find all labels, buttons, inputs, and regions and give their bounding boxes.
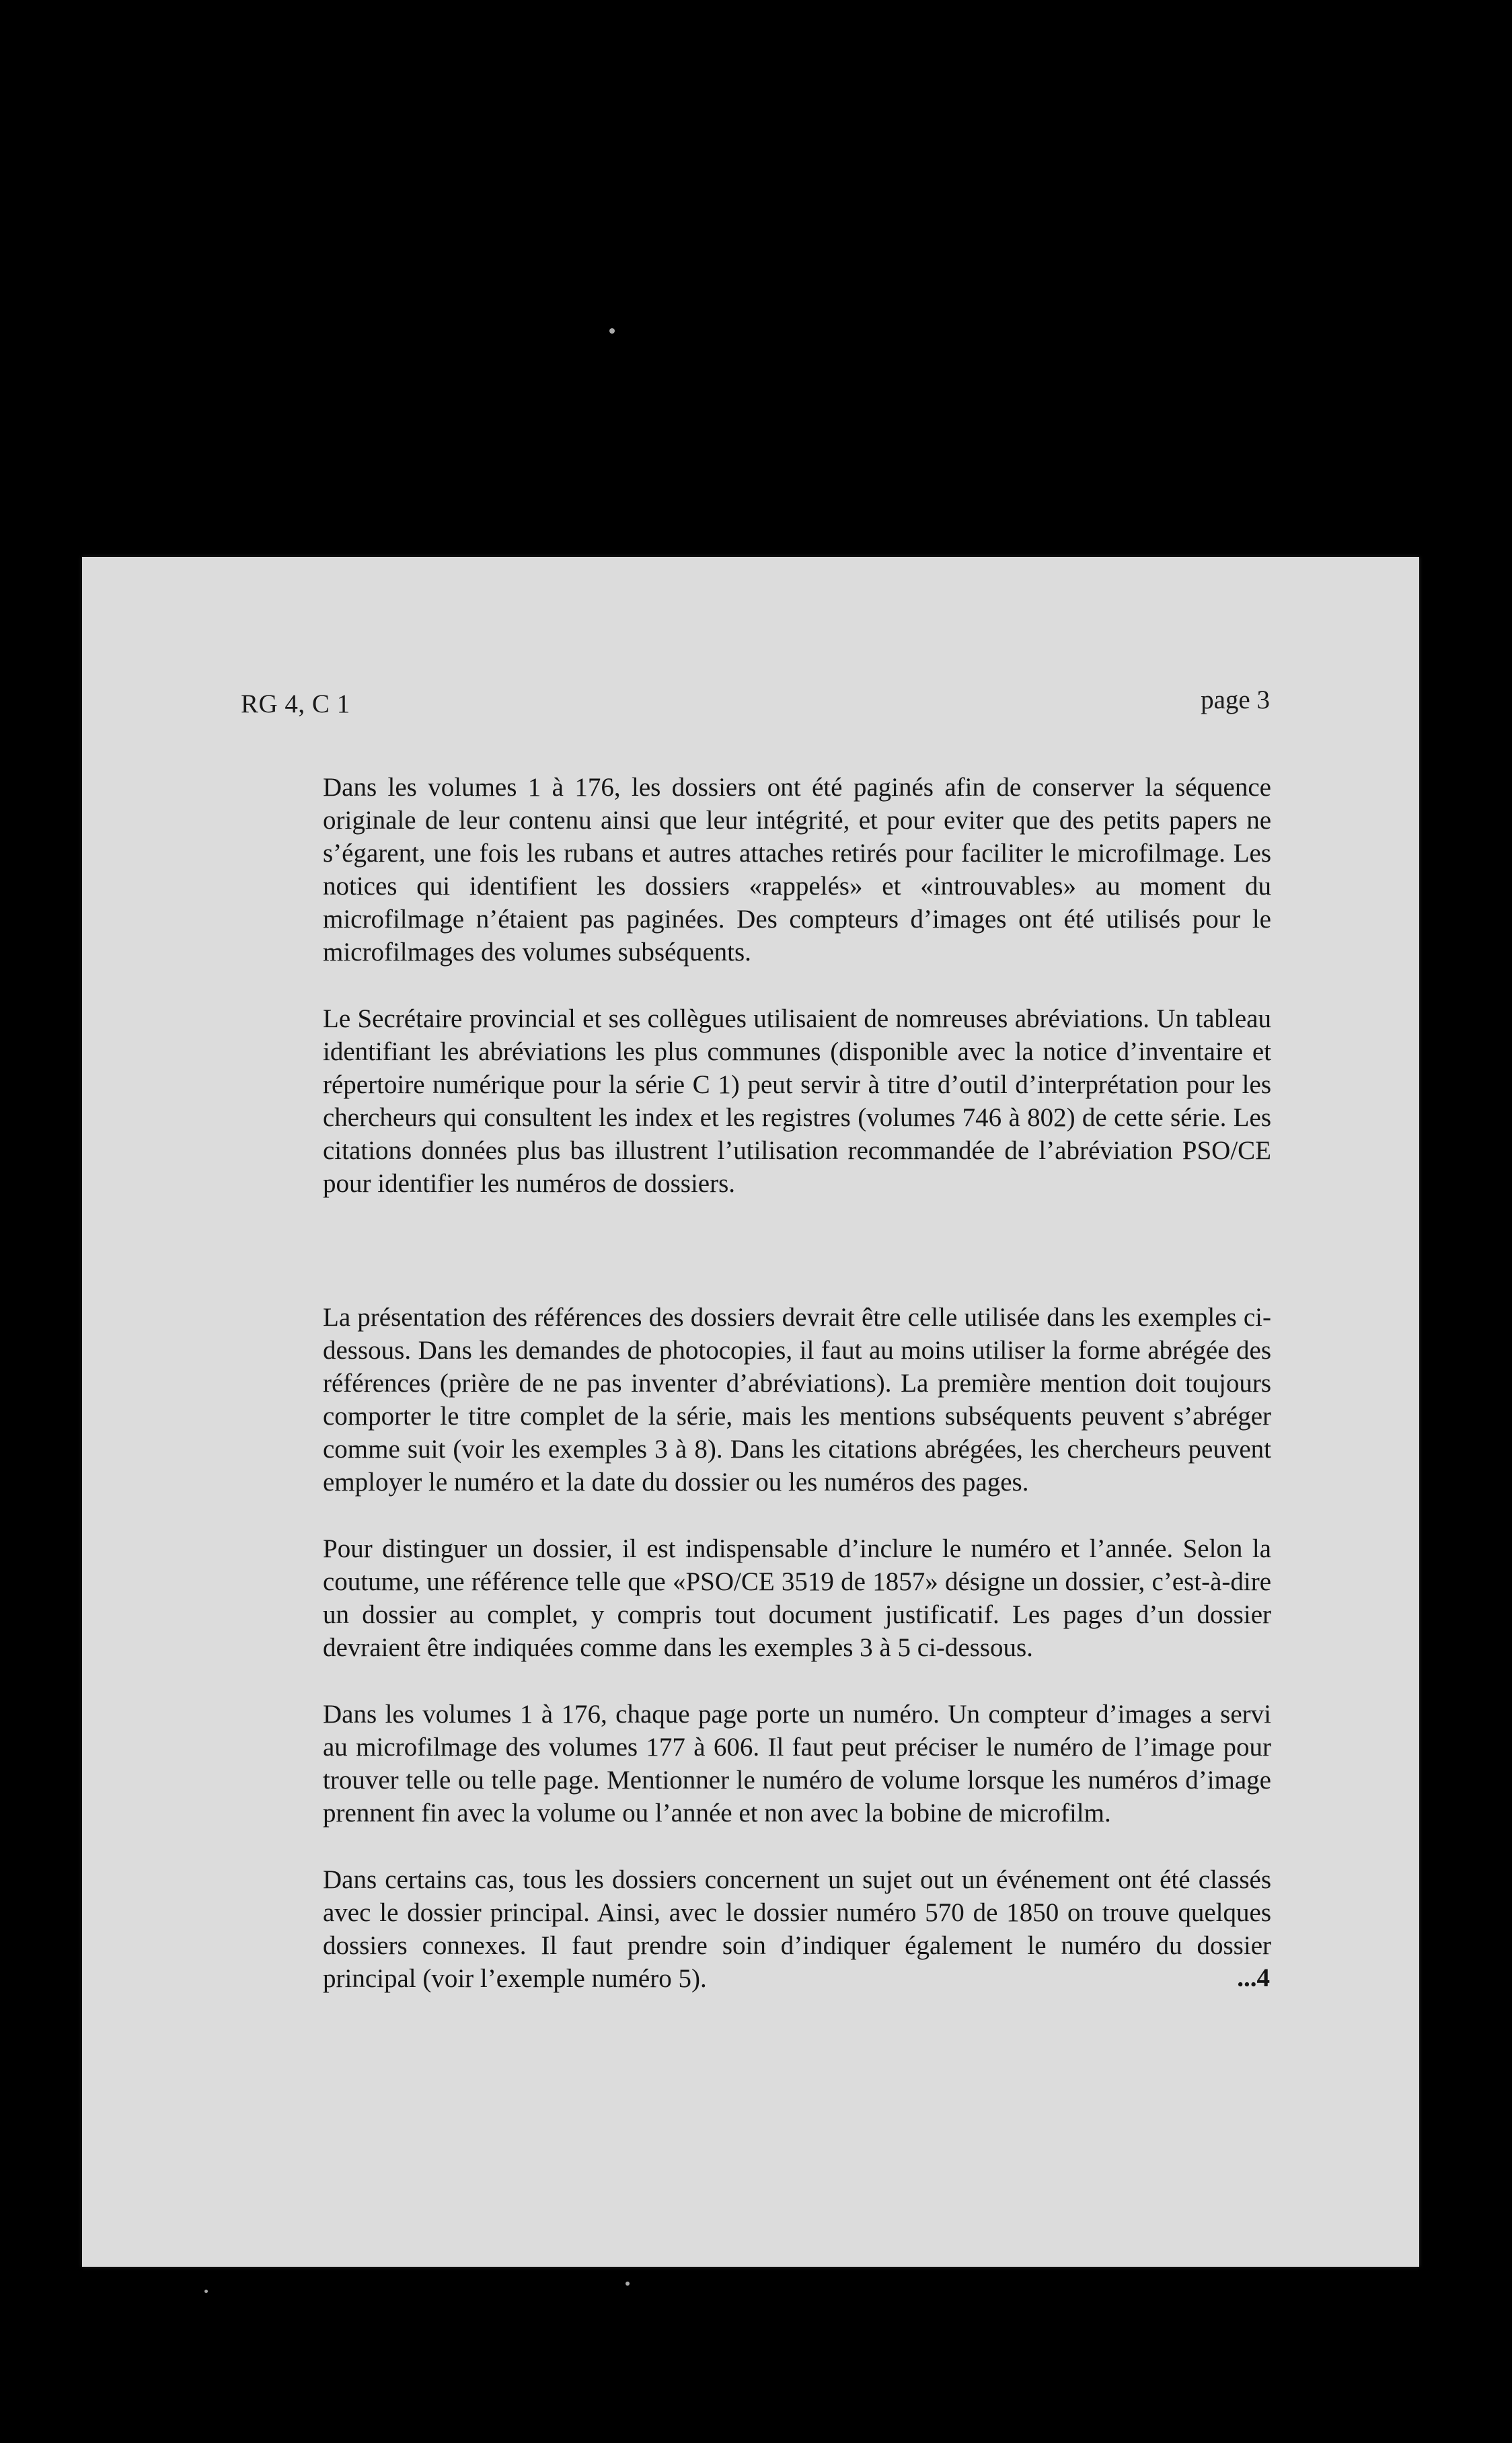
page-number: page 3	[1201, 685, 1270, 714]
series-reference: RG 4, C 1	[241, 689, 350, 718]
paragraph: La présentation des références des dossiers devrait être celle utilisée dans les exemples ci-dessous. Dans les demandes de photocopies, il faut au moins utiliser la forme abrégée des références (prière de ne pas inventer d’abréviations). La première mention doit toujours comporter le titre complet de la série, mais les mentions subséquents peuvent s’abréger comme suit (voir les exemples 3 à 8). Dans les citations abrégées, les chercheurs peuvent employer le numéro et la date du dossier ou les numéros des pages.	[323, 1303, 1271, 1497]
paragraph: Dans les volumes 1 à 176, chaque page porte un numéro. Un compteur d’images a servi au microfilmage des volumes 177 à 606. Il faut peut préciser le numéro de l’image pour trouver telle ou telle page. Mentionner le numéro de volume lorsque les numéros d’image prennent fin avec la volume ou l’année et non avec la bobine de microfilm.	[323, 1700, 1271, 1828]
paragraph: Pour distinguer un dossier, il est indispensable d’inclure le numéro et l’année. Selon la coutume, une référence telle que «PSO/CE 3519 de 1857» désigne un dossier, c’est-à-dire un dossier au complet, y compris tout document justificatif. Les pages d’un dossier devraient être indiquées comme dans les exemples 3 à 5 ci-dessous.	[323, 1534, 1271, 1662]
document-page	[82, 557, 1419, 2267]
paragraph: Le Secrétaire provincial et ses collègues utilisaient de nomreuses abréviations. Un tableau identifiant les abréviations les plus communes (disponible avec la notice d’inventaire et répertoire numérique pour la série C 1) peut servir à titre d’outil d’interprétation pour les chercheurs qui consultent les index et les registres (volumes 746 à 802) de cette série. Les citations données plus bas illustrent l’utilisation recommandée de l’abréviation PSO/CE pour identifier les numéros de dossiers.	[323, 1004, 1271, 1198]
dust-speck	[204, 2290, 208, 2293]
paragraph: Dans certains cas, tous les dossiers concernent un sujet out un événement ont été classés avec le dossier principal. Ainsi, avec le dossier numéro 570 de 1850 on trouve quelques dossiers connexes. Il faut prendre soin d’indiquer également le numéro du dossier principal (voir l’exemple numéro 5).	[323, 1865, 1271, 1993]
dust-speck	[609, 328, 615, 334]
body-text	[323, 771, 1271, 1995]
paragraph: Dans les volumes 1 à 176, les dossiers ont été paginés afin de conserver la séquence originale de leur contenu ainsi que leur intégrité, et pour eviter que des petits papers ne s’égarent, une fois les rubans et autres attaches retirés pour faciliter le microfilmage. Les notices qui identifient les dossiers «rappelés» et «introuvables» au moment du microfilmage n’étaient pas paginées. Des compteurs d’images ont été utilisés pour le microfilmages des volumes subséquents.	[323, 773, 1271, 967]
continuation-marker: ...4	[1237, 1963, 1270, 1992]
dust-speck	[626, 2282, 630, 2286]
